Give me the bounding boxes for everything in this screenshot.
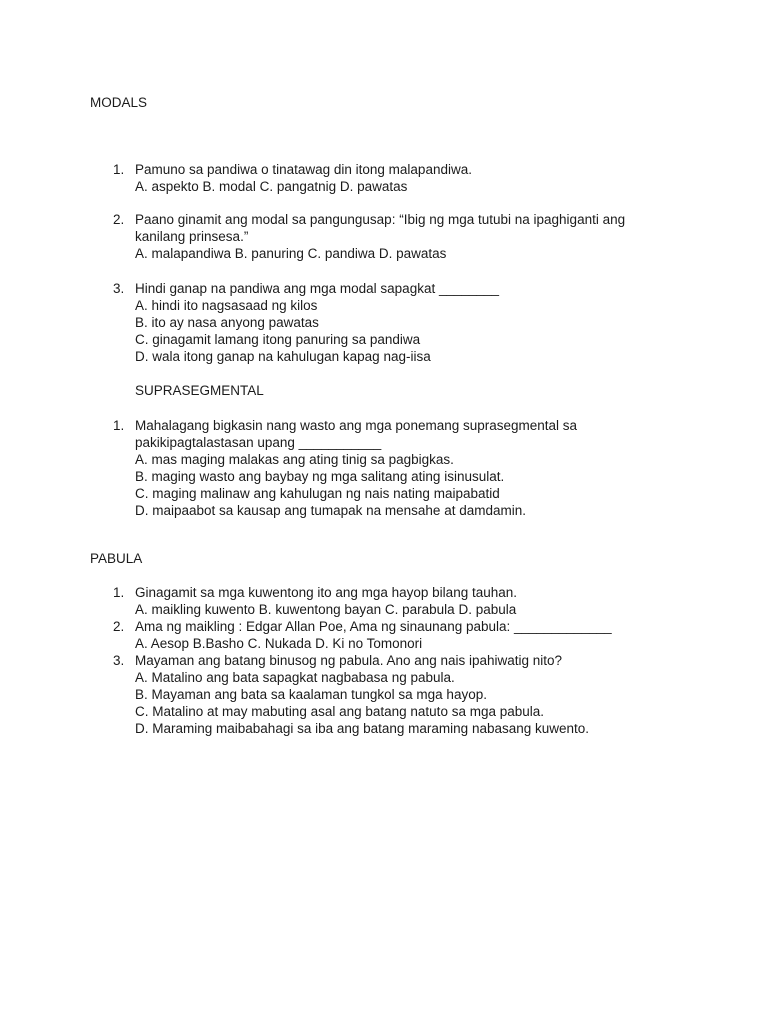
question-number: 3. [113,281,125,296]
answer-choice: C. Matalino at may mabuting asal ang batang natuto sa mga pabula. [135,704,545,719]
question-number: 1. [113,418,125,433]
answer-choice: B. maging wasto ang baybay ng mga salitang ating isinusulat. [135,469,505,484]
question-text: Ama ng maikling : Edgar Allan Poe, Ama ng sinaunang pabula: _____________ [135,619,612,634]
question-text: Mayaman ang batang binusog ng pabula. Ano ang nais ipahiwatig nito? [135,653,563,668]
answer-choice: A. Matalino ang bata sapagkat nagbabasa ng pabula. [135,670,455,685]
section-heading-suprasegmental: SUPRASEGMENTAL [135,383,264,398]
answer-choice: A. mas maging malakas ang ating tinig sa pagbigkas. [135,452,454,467]
answer-choices: A. aspekto B. modal C. pangatnig D. pawatas [135,179,408,194]
answer-choices: A. Aesop B.Basho C. Nukada D. Ki no Tomonori [135,636,423,651]
answer-choice: A. hindi ito nagsasaad ng kilos [135,298,318,313]
answer-choice: C. maging malinaw ang kahulugan ng nais nating maipabatid [135,486,500,501]
question-number: 3. [113,653,125,668]
question-number: 2. [113,212,125,227]
question-text: Paano ginamit ang modal sa pangungusap: “Ibig ng mga tutubi na ipaghiganti ang [135,212,626,227]
section-heading-pabula: PABULA [90,551,143,566]
question-number: 1. [113,162,125,177]
answer-choice: B. ito ay nasa anyong pawatas [135,315,319,330]
question-number: 1. [113,585,125,600]
answer-choices: A. maikling kuwento B. kuwentong bayan C. parabula D. pabula [135,602,517,617]
question-text: pakikipagtalastasan upang ___________ [135,435,382,450]
section-heading-modals: MODALS [90,95,148,110]
question-text: kanilang prinsesa.” [135,229,249,244]
question-text: Hindi ganap na pandiwa ang mga modal sapagkat ________ [135,281,500,296]
question-text: Pamuno sa pandiwa o tinatawag din itong malapandiwa. [135,162,472,177]
answer-choices: A. malapandiwa B. panuring C. pandiwa D. pawatas [135,246,447,261]
answer-choice: B. Mayaman ang bata sa kaalaman tungkol sa mga hayop. [135,687,487,702]
question-text: Mahalagang bigkasin nang wasto ang mga ponemang suprasegmental sa [135,418,578,433]
answer-choice: D. maipaabot sa kausap ang tumapak na mensahe at damdamin. [135,503,526,518]
question-number: 2. [113,619,125,634]
answer-choice: D. wala itong ganap na kahulugan kapag nag-iisa [135,349,431,364]
answer-choice: D. Maraming maibabahagi sa iba ang batang maraming nabasang kuwento. [135,721,590,736]
answer-choice: C. ginagamit lamang itong panuring sa pandiwa [135,332,421,347]
question-text: Ginagamit sa mga kuwentong ito ang mga hayop bilang tauhan. [135,585,518,600]
